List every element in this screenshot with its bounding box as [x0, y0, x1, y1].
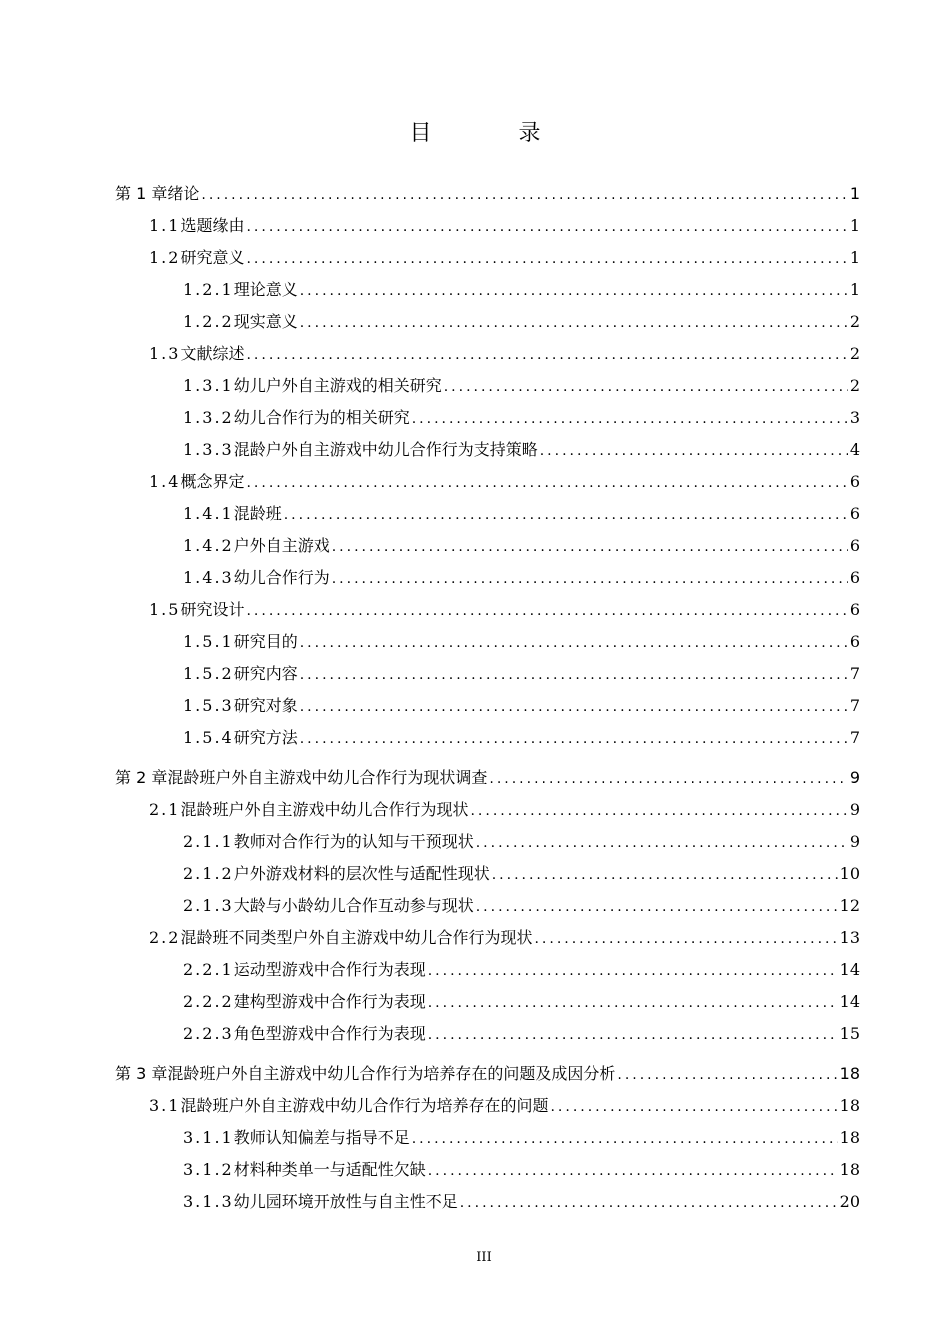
toc-entry-title: 大龄与小龄幼儿合作互动参与现状	[233, 896, 474, 915]
toc-entry-page: 1	[849, 280, 860, 299]
toc-entry[interactable]	[115, 658, 860, 690]
toc-entry-page: 12	[839, 896, 860, 915]
toc-entry-page: 1	[849, 184, 860, 203]
toc-entry-number: 2.1.3	[183, 896, 234, 915]
toc-entry-title: 研究目的	[233, 632, 298, 651]
toc-entry-number: 3.1	[149, 1096, 181, 1115]
toc-entry-title: 建构型游戏中合作行为表现	[233, 992, 426, 1011]
toc-entry-title: 混龄班户外自主游戏中幼儿合作行为培养存在的问题及成因分析	[167, 1064, 616, 1083]
dot-leader	[300, 691, 848, 722]
toc-entry-title: 混龄户外自主游戏中幼儿合作行为支持策略	[233, 440, 538, 459]
toc-entry-page: 18	[839, 1128, 860, 1147]
toc-entry[interactable]	[115, 922, 860, 954]
toc-entry-number: 1.3.2	[183, 408, 234, 427]
dot-leader	[300, 275, 848, 306]
toc-entry-title: 选题缘由	[180, 216, 245, 235]
dot-leader	[246, 339, 847, 370]
toc-entry-title: 角色型游戏中合作行为表现	[233, 1024, 426, 1043]
toc-entry-title: 材料种类单一与适配性欠缺	[233, 1160, 426, 1179]
dot-leader	[617, 1059, 837, 1090]
dot-leader	[300, 307, 848, 338]
toc-entry[interactable]	[115, 178, 860, 210]
toc-entry-number: 1.4.1	[183, 504, 234, 523]
toc-entry-title: 绪论	[167, 184, 200, 203]
toc-entry-title: 教师认知偏差与指导不足	[233, 1128, 410, 1147]
toc-entry-page: 6	[849, 472, 860, 491]
toc-entry-number: 2.1	[149, 800, 181, 819]
toc-entry-number: 1.2.2	[183, 312, 234, 331]
toc-entry-page: 18	[839, 1096, 860, 1115]
toc-entry[interactable]	[115, 402, 860, 434]
toc-entry-number: 1.3	[149, 344, 181, 363]
dot-leader	[476, 891, 838, 922]
toc-entry[interactable]	[115, 890, 860, 922]
toc-entry-number: 1.2.1	[183, 280, 234, 299]
toc-entry-number: 2.1.1	[183, 832, 234, 851]
toc-entry-title: 混龄班不同类型户外自主游戏中幼儿合作行为现状	[180, 928, 533, 947]
toc-entry-number: 第 2 章	[115, 768, 168, 787]
toc-entry-number: 2.2.3	[183, 1024, 234, 1043]
toc-entry-page: 7	[849, 696, 860, 715]
dot-leader	[428, 1019, 838, 1050]
toc-entry-number: 3.1.3	[183, 1192, 234, 1211]
dot-leader	[246, 211, 847, 242]
toc-entry[interactable]	[115, 1058, 860, 1090]
toc-entry[interactable]	[115, 210, 860, 242]
toc-entry-title: 研究设计	[180, 600, 245, 619]
dot-leader	[332, 531, 848, 562]
toc-entry-title: 幼儿户外自主游戏的相关研究	[233, 376, 442, 395]
toc-entry[interactable]	[115, 242, 860, 274]
toc-entry-number: 1.4	[149, 472, 181, 491]
toc-entry-title: 户外游戏材料的层次性与适配性现状	[233, 864, 490, 883]
toc-entry-page: 6	[849, 568, 860, 587]
toc-entry-page: 10	[839, 864, 860, 883]
toc-entry-page: 6	[849, 504, 860, 523]
toc-entry-number: 1.3.3	[183, 440, 234, 459]
dot-leader	[492, 859, 838, 890]
page-title: 目 录	[409, 121, 581, 146]
toc-entry-number: 1.5.3	[183, 696, 234, 715]
toc-entry-number: 1.5.4	[183, 728, 234, 747]
toc-entry[interactable]	[115, 1122, 860, 1154]
toc-entry-number: 1.5	[149, 600, 181, 619]
toc-entry[interactable]	[115, 434, 860, 466]
dot-leader	[332, 563, 848, 594]
toc-entry[interactable]	[115, 954, 860, 986]
toc-entry[interactable]	[115, 498, 860, 530]
toc-entry[interactable]	[115, 1090, 860, 1122]
dot-leader	[540, 435, 848, 466]
dot-leader	[300, 723, 848, 754]
toc-entry-title: 幼儿合作行为	[233, 568, 330, 587]
toc-entry[interactable]	[115, 562, 860, 594]
dot-leader	[428, 1155, 838, 1186]
toc-entry-page: 2	[849, 312, 860, 331]
toc-entry-title: 运动型游戏中合作行为表现	[233, 960, 426, 979]
toc-entry-page: 2	[849, 344, 860, 363]
toc-entry-page: 6	[849, 536, 860, 555]
toc-entry-page: 3	[849, 408, 860, 427]
dot-leader	[300, 659, 848, 690]
toc-entry-page: 7	[849, 728, 860, 747]
toc-entry[interactable]	[115, 690, 860, 722]
toc-entry-title: 混龄班户外自主游戏中幼儿合作行为培养存在的问题	[180, 1096, 549, 1115]
toc-entry-title: 研究对象	[233, 696, 298, 715]
dot-leader	[412, 403, 848, 434]
toc-entry-page: 6	[849, 632, 860, 651]
dot-leader	[428, 987, 838, 1018]
toc-entry[interactable]	[115, 1186, 860, 1218]
toc-entry-page: 1	[849, 216, 860, 235]
toc-entry[interactable]	[115, 306, 860, 338]
toc-entry[interactable]	[115, 762, 860, 794]
toc-entry-page: 1	[849, 248, 860, 267]
toc-entry-number: 2.2.2	[183, 992, 234, 1011]
toc-entry-page: 7	[849, 664, 860, 683]
toc-entry-number: 3.1.2	[183, 1160, 234, 1179]
toc-entry-page: 9	[849, 800, 860, 819]
toc-entry-page: 2	[849, 376, 860, 395]
toc-entry[interactable]	[115, 1154, 860, 1186]
toc-entry[interactable]	[115, 338, 860, 370]
toc-entry-title: 概念界定	[180, 472, 245, 491]
toc-entry-title: 混龄班户外自主游戏中幼儿合作行为现状调查	[167, 768, 488, 787]
dot-leader	[444, 371, 848, 402]
toc-entry-number: 2.2.1	[183, 960, 234, 979]
page-number-footer: III	[476, 1250, 492, 1265]
toc-entry-title: 理论意义	[233, 280, 298, 299]
toc-entry-page: 14	[839, 992, 860, 1011]
dot-leader	[246, 243, 847, 274]
toc-entry-page: 6	[849, 600, 860, 619]
toc-entry-title: 研究内容	[233, 664, 298, 683]
dot-leader	[300, 627, 848, 658]
dot-leader	[428, 955, 838, 986]
toc-entry-number: 1.4.3	[183, 568, 234, 587]
toc-entry-page: 20	[839, 1192, 860, 1211]
toc-entry-title: 幼儿合作行为的相关研究	[233, 408, 410, 427]
dot-leader	[534, 923, 837, 954]
toc-entry-title: 教师对合作行为的认知与干预现状	[233, 832, 474, 851]
toc-entry-page: 9	[849, 768, 860, 787]
dot-leader	[489, 763, 847, 794]
toc-entry-title: 户外自主游戏	[233, 536, 330, 555]
toc-entry-title: 混龄班户外自主游戏中幼儿合作行为现状	[180, 800, 469, 819]
dot-leader	[246, 467, 847, 498]
toc-entry-number: 1.4.2	[183, 536, 234, 555]
toc-entry-number: 第 3 章	[115, 1064, 168, 1083]
toc-entry-title: 幼儿园环境开放性与自主性不足	[233, 1192, 458, 1211]
dot-leader	[246, 595, 847, 626]
toc-entry-page: 18	[839, 1064, 860, 1083]
dot-leader	[550, 1091, 837, 1122]
toc-entry-number: 1.1	[149, 216, 181, 235]
toc-entry-page: 4	[849, 440, 860, 459]
toc-entry[interactable]	[115, 594, 860, 626]
dot-leader	[476, 827, 848, 858]
toc-entry-number: 2.2	[149, 928, 181, 947]
toc-entry[interactable]	[115, 274, 860, 306]
dot-leader	[460, 1187, 838, 1218]
toc-entry-title: 混龄班	[233, 504, 282, 523]
toc-entry[interactable]	[115, 1018, 860, 1050]
dot-leader	[470, 795, 847, 826]
dot-leader	[201, 179, 847, 210]
toc-entry[interactable]	[115, 370, 860, 402]
dot-leader	[284, 499, 848, 530]
table-of-contents	[115, 178, 860, 1218]
toc-entry-number: 1.5.2	[183, 664, 234, 683]
toc-entry[interactable]	[115, 986, 860, 1018]
toc-entry-page: 13	[839, 928, 860, 947]
toc-entry[interactable]	[115, 722, 860, 754]
toc-entry-number: 1.3.1	[183, 376, 234, 395]
dot-leader	[412, 1123, 838, 1154]
toc-entry-number: 2.1.2	[183, 864, 234, 883]
toc-entry-title: 研究方法	[233, 728, 298, 747]
toc-entry[interactable]	[115, 626, 860, 658]
toc-entry[interactable]	[115, 530, 860, 562]
toc-entry-number: 3.1.1	[183, 1128, 234, 1147]
toc-entry-number: 1.5.1	[183, 632, 234, 651]
toc-entry-title: 文献综述	[180, 344, 245, 363]
toc-entry[interactable]	[115, 466, 860, 498]
toc-entry-page: 9	[849, 832, 860, 851]
toc-entry-number: 第 1 章	[115, 184, 168, 203]
toc-entry[interactable]	[115, 794, 860, 826]
toc-entry-number: 1.2	[149, 248, 181, 267]
toc-entry-page: 18	[839, 1160, 860, 1179]
toc-entry-page: 14	[839, 960, 860, 979]
toc-entry-page: 15	[839, 1024, 860, 1043]
toc-entry-title: 研究意义	[180, 248, 245, 267]
toc-entry[interactable]	[115, 858, 860, 890]
toc-entry[interactable]	[115, 826, 860, 858]
toc-entry-title: 现实意义	[233, 312, 298, 331]
